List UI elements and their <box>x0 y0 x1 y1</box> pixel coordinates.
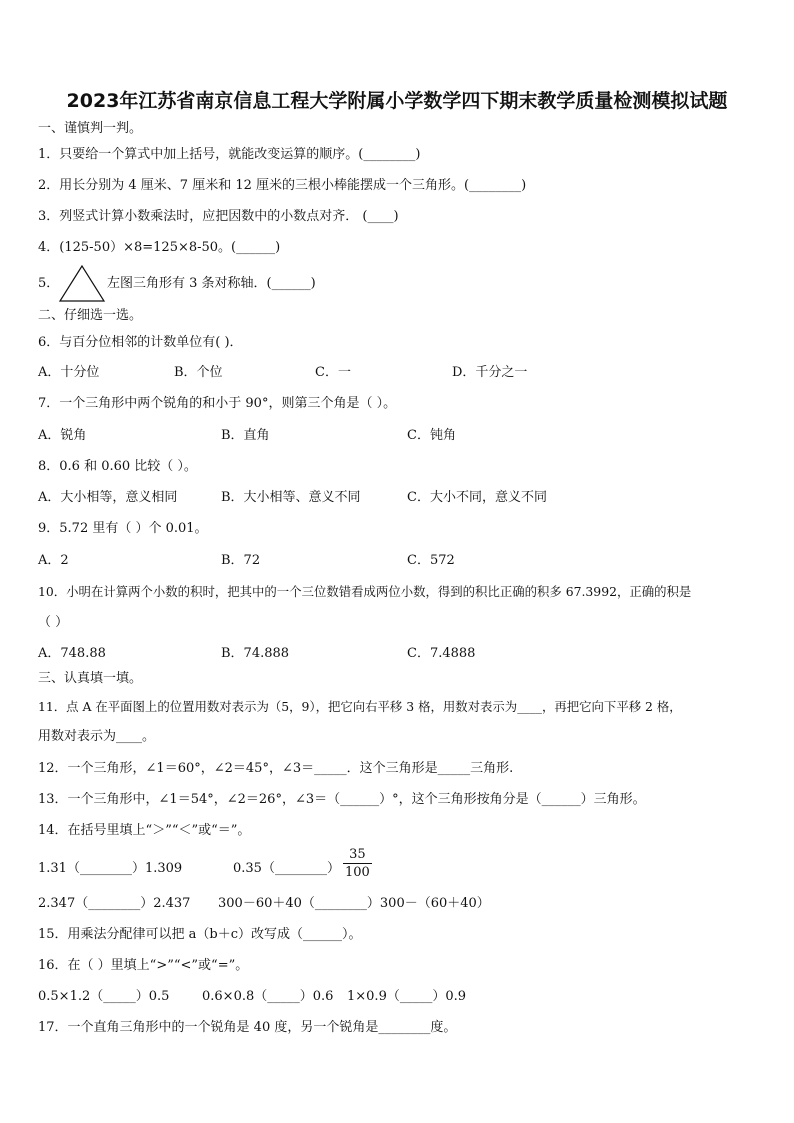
question-12: 12．一个三角形，∠1＝60°，∠2＝45°，∠3＝_____．这个三角形是_____三角形. <box>38 761 514 776</box>
page-title: 2023年江苏省南京信息工程大学附属小学数学四下期末教学质量检测模拟试题 <box>66 90 728 112</box>
question-16-a: 0.5×1.2（_____）0.5 <box>38 989 170 1004</box>
question-10-line-1: 10．小明在计算两个小数的积时，把其中的一个三位数错看成两位小数，得到的积比正确的积多 67.3992，正确的积是 <box>38 584 692 599</box>
option-a: A．2 <box>38 553 69 568</box>
question-1: 1．只要给一个算式中加上括号，就能改变运算的顺序。(________) <box>38 147 421 162</box>
option-b: B．大小相等、意义不同 <box>221 490 361 505</box>
question-11-line-2: 用数对表示为____。 <box>38 729 156 744</box>
question-15: 15．用乘法分配律可以把 a（b＋c）改写成（______）。 <box>38 927 362 942</box>
option-c: C．钝角 <box>407 428 456 443</box>
question-4: 4．(125-50）×8=125×8-50。(______) <box>38 240 281 255</box>
triangle-figure <box>58 264 106 304</box>
question-5-number: 5． <box>38 276 60 291</box>
question-14: 14．在括号里填上“＞”“＜”或“＝”。 <box>38 823 251 838</box>
question-14-row-2a: 2.347（________）2.437 <box>38 896 191 911</box>
question-16: 16．在（ ）里填上“>”“<”或“=”。 <box>38 958 249 973</box>
question-13: 13．一个三角形中，∠1＝54°，∠2＝26°，∠3＝（______）°，这个三角形按角分是（______）三角形。 <box>38 792 646 807</box>
option-c: C．572 <box>407 553 455 568</box>
question-14-row-2b: 300－60＋40（________）300－（60＋40） <box>218 896 490 911</box>
option-a: A．748.88 <box>38 646 106 661</box>
question-9: 9．5.72 里有（ ）个 0.01。 <box>38 521 208 536</box>
option-d: D．千分之一 <box>452 365 528 380</box>
option-c: C．7.4888 <box>407 646 476 661</box>
option-b: B．74.888 <box>221 646 290 661</box>
question-14-row-1b: 0.35（________） <box>233 861 340 876</box>
question-14-row-1a: 1.31（________）1.309 <box>38 861 183 876</box>
option-b: B．72 <box>221 553 261 568</box>
section-2-heading: 二、仔细选一选。 <box>38 308 143 323</box>
question-11-line-1: 11．点 A 在平面图上的位置用数对表示为（5，9），把它向右平移 3 格，用数对表示为____，再把它向下平移 2 格， <box>38 699 682 714</box>
question-16-b: 0.6×0.8（_____）0.6 <box>202 989 334 1004</box>
question-6: 6．与百分位相邻的计数单位有( )． <box>38 335 243 350</box>
section-3-heading: 三、认真填一填。 <box>38 671 143 686</box>
section-1-heading: 一、谨慎判一判。 <box>38 121 143 136</box>
question-17: 17．一个直角三角形中的一个锐角是 40 度，另一个锐角是________度。 <box>38 1020 457 1035</box>
option-a: A．锐角 <box>38 428 87 443</box>
question-10-line-2: （ ） <box>38 615 69 630</box>
question-16-c: 1×0.9（_____）0.9 <box>347 989 467 1004</box>
fraction-denominator: 100 <box>345 865 370 880</box>
option-b: B．直角 <box>221 428 270 443</box>
option-c: C．大小不同，意义不同 <box>407 490 547 505</box>
question-7: 7．一个三角形中两个锐角的和小于 90°，则第三个角是（ ）。 <box>38 396 397 411</box>
question-8: 8．0.6 和 0.60 比较（ ）。 <box>38 459 197 474</box>
question-3: 3．列竖式计算小数乘法时，应把因数中的小数点对齐． (____) <box>38 209 399 224</box>
fraction-bar <box>343 863 372 864</box>
option-c: C．一 <box>315 365 351 380</box>
option-a: A．大小相等，意义相同 <box>38 490 178 505</box>
question-2: 2．用长分别为 4 厘米、7 厘米和 12 厘米的三根小棒能摆成一个三角形。(________) <box>38 178 527 193</box>
option-a: A．十分位 <box>38 365 100 380</box>
question-5-text: 左图三角形有 3 条对称轴．(______) <box>107 276 316 291</box>
fraction-numerator: 35 <box>349 847 366 862</box>
fraction-35-100 <box>343 847 372 880</box>
option-b: B．个位 <box>174 365 223 380</box>
